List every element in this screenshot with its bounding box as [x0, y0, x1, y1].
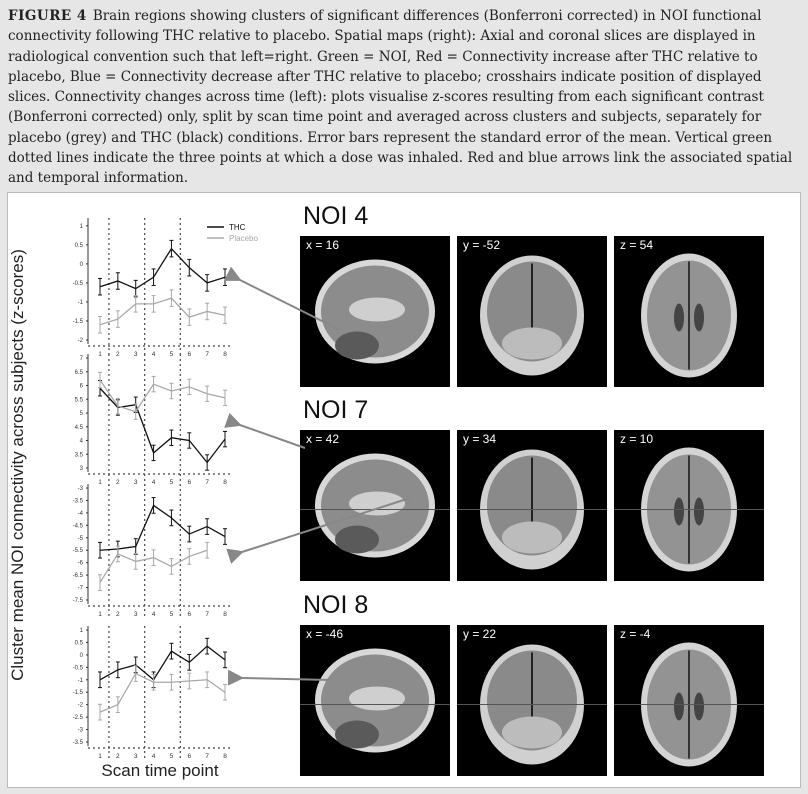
ventricle — [674, 693, 684, 721]
slice-coordinate-label: y = 34 — [463, 432, 497, 446]
y-tick-label: -4 — [77, 510, 83, 517]
axial-brain-image — [614, 236, 764, 387]
y-tick-label: -7.5 — [72, 598, 83, 604]
x-tick-label: 2 — [116, 479, 120, 486]
slice-coronal — [457, 236, 607, 387]
x-tick-label: 2 — [116, 351, 120, 358]
x-tick-label: 7 — [205, 753, 209, 760]
slice-axial — [614, 625, 764, 776]
y-tick-label: 3.5 — [74, 452, 83, 459]
x-tick-label: 3 — [133, 753, 138, 760]
y-tick-label: 1 — [79, 223, 83, 230]
y-tick-label: -1 — [77, 299, 83, 306]
y-tick-label: -1.5 — [72, 318, 83, 325]
x-tick-label: 5 — [169, 611, 174, 618]
cerebellum — [335, 526, 379, 554]
noi-title: NOI 7 — [303, 396, 369, 424]
y-tick-label: 4.5 — [74, 424, 83, 431]
x-tick-label: 4 — [151, 611, 156, 618]
slice-coronal — [457, 430, 607, 581]
slice-coordinate-label: x = 42 — [306, 432, 340, 446]
y-axis-label: Cluster mean NOI connectivity across subjects (z-scores) — [8, 249, 27, 681]
x-tick-label: 6 — [187, 753, 192, 760]
cerebellum — [335, 332, 379, 360]
y-axis-label-wrapper — [8, 249, 28, 681]
y-tick-label: -0.5 — [72, 665, 83, 672]
x-tick-label: 8 — [223, 611, 227, 618]
y-tick-label: -4.5 — [72, 523, 83, 530]
x-tick-label: 7 — [205, 611, 209, 618]
x-tick-label: 3 — [133, 351, 138, 358]
ventricle — [694, 304, 704, 332]
coronal-brain-image — [457, 236, 607, 387]
sagittal-brain-image — [300, 430, 450, 581]
y-tick-label: -2 — [77, 702, 83, 709]
y-tick-label: -0.5 — [72, 280, 83, 287]
y-tick-label: 0.5 — [74, 640, 83, 647]
y-tick-label: -5.5 — [72, 548, 83, 555]
noi-title: NOI 4 — [303, 202, 369, 230]
x-tick-label: 1 — [98, 611, 102, 618]
x-tick-label: 3 — [133, 479, 138, 486]
slice-sagittal — [300, 625, 450, 776]
coronal-brain-image — [457, 430, 607, 581]
x-tick-label: 3 — [133, 611, 138, 618]
x-tick-label: 5 — [169, 753, 174, 760]
x-tick-label: 1 — [98, 351, 102, 358]
x-tick-label: 5 — [169, 479, 174, 486]
y-tick-label: 6 — [79, 383, 83, 390]
y-tick-label: 0 — [79, 652, 83, 659]
cerebellum — [502, 328, 562, 360]
y-tick-label: -1.5 — [72, 690, 83, 697]
ventricle — [674, 304, 684, 332]
slice-sagittal — [300, 236, 450, 387]
y-tick-label: -2.5 — [72, 715, 83, 722]
y-tick-label: 5.5 — [74, 397, 83, 404]
corpus-callosum — [349, 492, 405, 516]
cerebellum — [502, 717, 562, 749]
y-tick-label: -3 — [77, 727, 83, 734]
ventricle — [674, 498, 684, 526]
x-tick-label: 2 — [116, 611, 120, 618]
caption-text: Brain regions showing clusters of significant differences (Bonferroni corrected) in NOI functional connectivity following THC relative to placebo. Spatial maps (right): Axial and coronal slices are displayed in radiological convention such that left=right. Green = NOI, Red = Connectivity increase after THC relative to placebo, Blue = Connectivity decrease after THC relative to placebo; crosshairs indicate position of displayed slices. Connectivity changes across time (left): plots visualise z-scores resulting from each significant contrast (Bonferroni corrected) only, split by scan time point and averaged across clusters and subjects, separately for placebo (grey) and THC (black) conditions. Error bars represent the standard error of the mean. Vertical green dotted lines indicate the three points at which a dose was inhaled. Red and blue arrows link the associated spatial and temporal information. — [8, 8, 793, 187]
slice-coordinate-label: z = 10 — [620, 432, 654, 446]
noi-title: NOI 8 — [303, 591, 369, 619]
x-tick-label: 7 — [205, 351, 209, 358]
slice-axial — [614, 236, 764, 387]
axial-brain-image — [614, 625, 764, 776]
x-tick-label: 2 — [116, 753, 120, 760]
x-axis-label: Scan time point — [101, 761, 219, 780]
y-tick-label: -5 — [77, 535, 83, 542]
cerebellum — [335, 721, 379, 749]
cerebellum — [502, 522, 562, 554]
slice-coordinate-label: y = -52 — [463, 238, 501, 252]
x-tick-label: 5 — [169, 351, 174, 358]
x-tick-label: 4 — [151, 753, 156, 760]
corpus-callosum — [349, 687, 405, 711]
y-tick-label: -3.5 — [72, 498, 83, 505]
y-tick-label: 7 — [79, 356, 83, 362]
x-tick-label: 1 — [98, 753, 102, 760]
legend-label: Placebo — [229, 234, 258, 243]
x-tick-label: 1 — [98, 479, 102, 486]
x-tick-label: 7 — [205, 479, 209, 486]
y-tick-label: 1 — [79, 628, 83, 634]
figure-label: FIGURE 4 — [8, 8, 87, 24]
sagittal-brain-image — [300, 625, 450, 776]
y-tick-label: 6.5 — [74, 369, 83, 376]
x-tick-label: 4 — [151, 351, 156, 358]
x-tick-label: 8 — [223, 479, 227, 486]
x-tick-label: 6 — [187, 611, 192, 618]
axial-brain-image — [614, 430, 764, 581]
y-tick-label: 4 — [79, 438, 83, 445]
y-tick-label: 0.5 — [74, 242, 83, 249]
y-tick-label: 5 — [79, 411, 83, 417]
y-tick-label: -7 — [77, 585, 83, 592]
slice-coordinate-label: y = 22 — [463, 627, 497, 641]
coronal-brain-image — [457, 625, 607, 776]
x-tick-label: 4 — [151, 479, 156, 486]
slice-sagittal — [300, 430, 450, 581]
ventricle — [694, 693, 704, 721]
y-tick-label: 0 — [79, 261, 83, 268]
y-tick-label: -3.5 — [72, 740, 83, 746]
x-tick-label: 6 — [187, 479, 192, 486]
slice-coordinate-label: x = -46 — [306, 627, 344, 641]
legend-label: THC — [229, 223, 246, 232]
y-tick-label: -3 — [77, 486, 83, 492]
x-tick-label: 6 — [187, 351, 192, 358]
sagittal-brain-image — [300, 236, 450, 387]
figure-caption — [8, 6, 800, 189]
x-tick-label: 8 — [223, 351, 227, 358]
corpus-callosum — [349, 298, 405, 322]
y-tick-label: -6.5 — [72, 573, 83, 580]
ventricle — [694, 498, 704, 526]
slice-axial — [614, 430, 764, 581]
slice-coronal — [457, 625, 607, 776]
x-tick-label: 8 — [223, 753, 227, 760]
y-tick-label: 3 — [79, 466, 83, 472]
y-tick-label: -1 — [77, 677, 83, 684]
y-tick-label: -6 — [77, 560, 83, 567]
slice-coordinate-label: z = -4 — [620, 627, 651, 641]
slice-coordinate-label: x = 16 — [306, 238, 340, 252]
y-tick-label: -2 — [77, 338, 83, 344]
slice-coordinate-label: z = 54 — [620, 238, 654, 252]
